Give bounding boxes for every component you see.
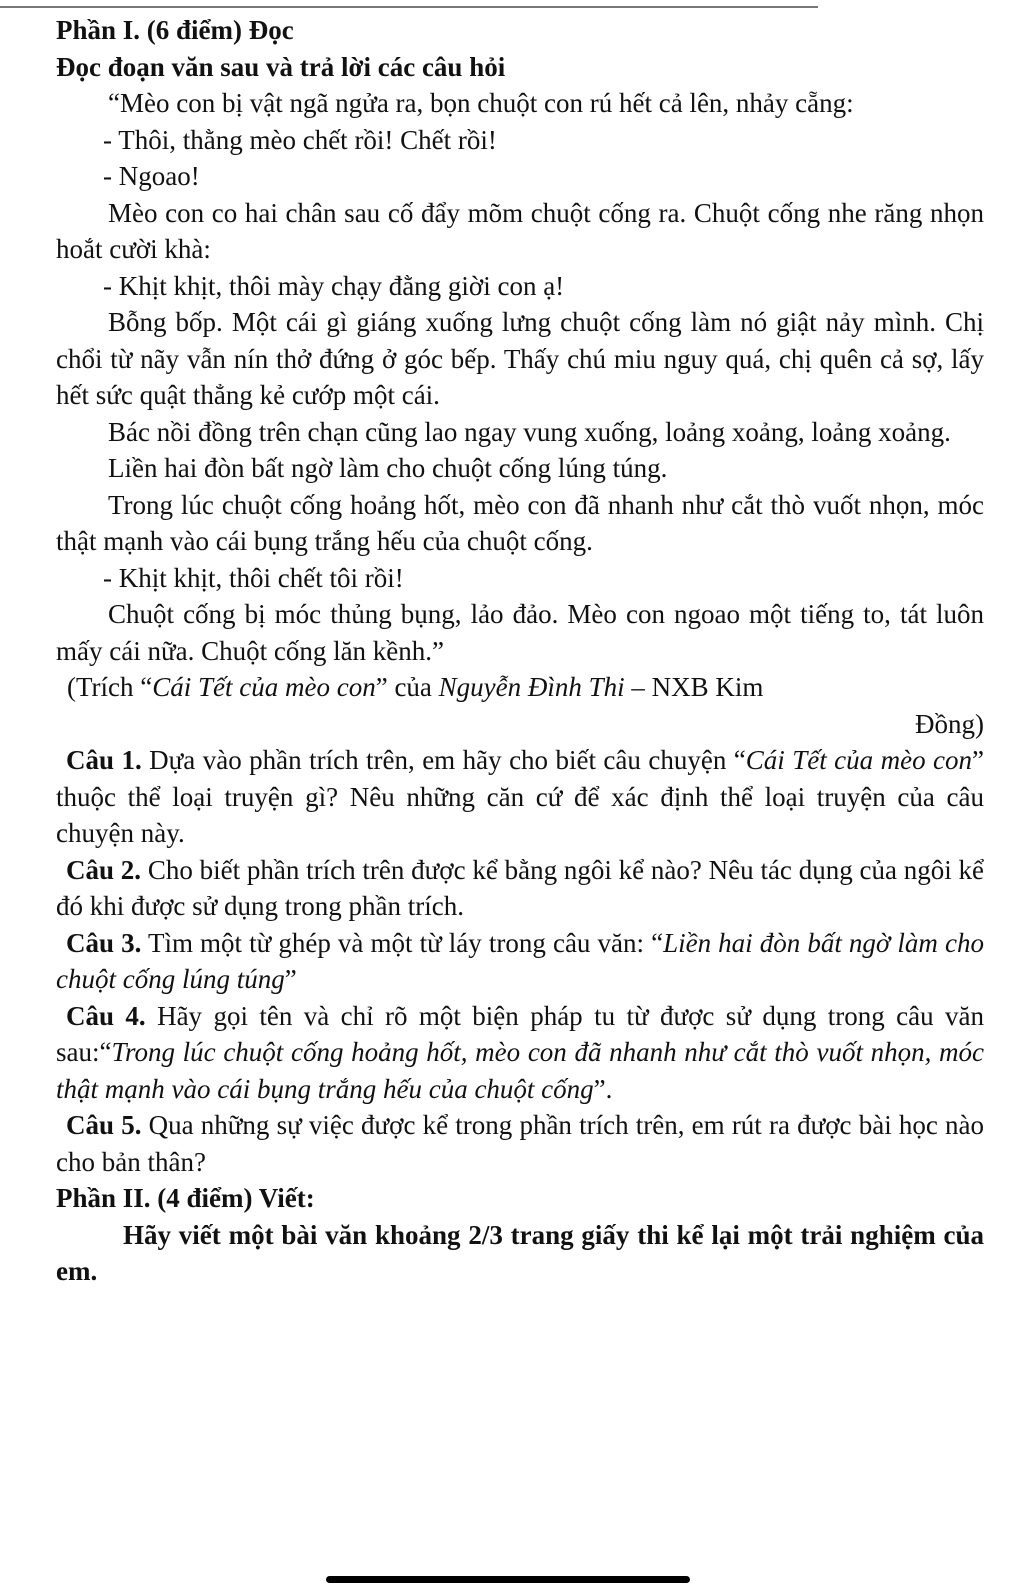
passage-paragraph: “Mèo con bị vật ngã ngửa ra, bọn chuột con rú hết cả lên, nhảy cẵng:: [108, 88, 854, 118]
question-1: Câu 1. Dựa vào phần trích trên, em hãy cho biết câu chuyện “Cái Tết của mèo con” thuộc thể loại truyện gì? Nêu những căn cứ để xác định thể loại truyện của câu chuyện này.: [56, 745, 984, 848]
passage-paragraph: Bỗng bốp. Một cái gì giáng xuống lưng chuột cống làm nó giật nảy mình. Chị chổi từ nãy vẫn nín thở đứng ở góc bếp. Thấy chú miu nguy quá, chị quên cả sợ, lấy hết sức quật thẳng kẻ cướp một cái.: [56, 307, 984, 410]
part2-task: Hãy viết một bài văn khoảng 2/3 trang giấy thi kể lại một trải nghiệm của em.: [56, 1219, 984, 1286]
passage-paragraph: Bác nồi đồng trên chạn cũng lao ngay vung xuống, loảng xoảng, loảng xoảng.: [108, 416, 951, 447]
question-3: Câu 3. Tìm một từ ghép và một từ láy trong câu văn: “Liền hai đòn bất ngờ làm cho chuột cống lúng túng”: [56, 927, 984, 994]
source-title: Cái Tết của mèo con: [152, 672, 376, 702]
exam-page: [56, 12, 984, 1290]
part2-heading: Phần II. (4 điểm) Viết:: [56, 1183, 315, 1213]
top-rule: [0, 6, 818, 8]
question-4: Câu 4. Hãy gọi tên và chỉ rõ một biện pháp tu từ được sử dụng trong câu văn sau:“Trong lúc chuột cống hoảng hốt, mèo con đã nhanh như cắt thò vuốt nhọn, móc thật mạnh vào cái bụng trắng hếu của chuột cống”.: [56, 1000, 984, 1104]
passage-paragraph: Trong lúc chuột cống hoảng hốt, mèo con đã nhanh như cắt thò vuốt nhọn, móc thật mạnh vào cái bụng trắng hếu của chuột cống.: [56, 489, 984, 556]
passage-paragraph: Mèo con co hai chân sau cố đẩy mõm chuột cống ra. Chuột cống nhe răng nhọn hoắt cười khà:: [56, 197, 984, 264]
question-2: Câu 2. Cho biết phần trích trên được kể bằng ngôi kể nào? Nêu tác dụng của ngôi kể đó khi được sử dụng trong phần trích.: [56, 854, 984, 921]
question-3-label: Câu 3.: [66, 927, 142, 958]
passage-dialogue: - Khịt khịt, thôi mày chạy đằng giời con ạ!: [103, 270, 565, 301]
passage-source: (Trích “Cái Tết của mèo con” của Nguyễn Đình Thi – NXB Kim: [67, 672, 764, 702]
question-2-label: Câu 2.: [66, 854, 142, 885]
question-5-label: Câu 5.: [66, 1110, 142, 1140]
passage-source-publisher: Đồng): [915, 708, 984, 739]
part1-heading: Phần I. (6 điểm) Đọc: [56, 15, 294, 45]
passage-paragraph: Chuột cống bị móc thủng bụng, lảo đảo. Mèo con ngoao một tiếng to, tát luôn mấy cái nữa. Chuột cống lăn kềnh.”: [56, 599, 984, 666]
home-indicator-bar: [326, 1576, 690, 1583]
passage-dialogue: - Ngoao!: [103, 161, 200, 191]
part1-instruction: Đọc đoạn văn sau và trả lời các câu hỏi: [56, 51, 506, 82]
passage-dialogue: - Thôi, thằng mèo chết rồi! Chết rồi!: [103, 124, 497, 155]
passage-paragraph: Liền hai đòn bất ngờ làm cho chuột cống lúng túng.: [108, 453, 668, 483]
source-author: Nguyễn Đình Thi: [438, 672, 625, 702]
question-5: Câu 5. Qua những sự việc được kể trong phần trích trên, em rút ra được bài học nào cho bản thân?: [56, 1110, 985, 1177]
passage-dialogue: - Khịt khịt, thôi chết tôi rồi!: [103, 562, 404, 593]
question-1-label: Câu 1.: [66, 745, 142, 775]
question-4-label: Câu 4.: [66, 1000, 146, 1031]
